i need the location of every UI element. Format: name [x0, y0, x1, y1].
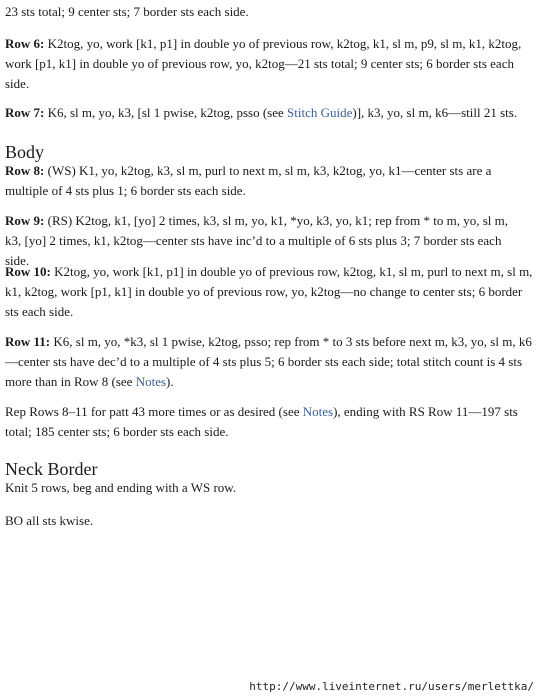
row-6-text: K2tog, yo, work [k1, p1] in double yo of previous row, k2tog, k1, sl m, p9, sl m, k1, k2tog, work [p1, k1] in double yo of previous row, yo, k2tog—21 sts total; 9 center sts; 6 border sts each side.: [5, 36, 522, 91]
neck-border-heading: Neck Border: [5, 459, 98, 479]
notes-link-repeat[interactable]: Notes: [302, 404, 334, 419]
bind-off-instruction: BO all sts kwise.: [5, 513, 94, 528]
row-11-paragraph: [5, 332, 535, 392]
row-9-label: Row 9:: [5, 213, 45, 228]
row-10-text: K2tog, yo, work [k1, p1] in double yo of previous row, k2tog, k1, sl m, purl to next m, sl m, k1, k2tog, work [p1, k1] in double yo of previous row, yo, k2tog—no change to center sts; 6 border sts each side.: [5, 264, 533, 319]
row-6-paragraph: [5, 34, 523, 94]
row-11-text-before: K6, sl m, yo, *k3, sl 1 pwise, k2tog, psso; rep from * to 3 sts before next m, k3, yo, sl m, k6—center sts have dec’d to a multiple of 4 sts plus 5; 6 border sts each side; total stitch count is 4 sts more than in Row 8 (see: [5, 334, 532, 389]
source-watermark: http://www.liveinternet.ru/users/merlettka/: [249, 680, 534, 693]
neck-border-instruction: Knit 5 rows, beg and ending with a WS row.: [5, 480, 237, 495]
row-10-label: Row 10:: [5, 264, 51, 279]
row-6-label: Row 6:: [5, 36, 45, 51]
row-11-text-after: ).: [166, 374, 174, 389]
body-heading: Body: [5, 142, 45, 162]
repeat-paragraph: [5, 402, 523, 442]
row-7-text-after: )], k3, yo, sl m, k6—still 21 sts.: [352, 105, 518, 120]
repeat-text-before: Rep Rows 8–11 for patt 43 more times or as desired (see: [5, 404, 303, 419]
stitch-guide-link[interactable]: Stitch Guide: [287, 105, 353, 120]
row-8-label: Row 8:: [5, 163, 45, 178]
row-11-label: Row 11:: [5, 334, 51, 349]
row-8-paragraph: [5, 161, 535, 201]
row-10-paragraph: [5, 262, 535, 322]
stitch-count-line: 23 sts total; 9 center sts; 7 border sts each side.: [5, 4, 249, 19]
row-7-label: Row 7:: [5, 105, 45, 120]
row-7-paragraph: [5, 103, 533, 123]
row-8-text: (WS) K1, yo, k2tog, k3, sl m, purl to next m, sl m, k3, k2tog, yo, k1—center sts are a multiple of 4 sts plus 1; 6 border sts each side.: [5, 163, 492, 198]
notes-link-row-11[interactable]: Notes: [135, 374, 167, 389]
row-9-text: (RS) K2tog, k1, [yo] 2 times, k3, sl m, yo, k1, *yo, k3, yo, k1; rep from * to m, yo, sl m, k3, [yo] 2 times, k1, k2tog—center sts have inc’d to a multiple of 6 sts plus 3; 7 border sts each side.: [5, 213, 509, 268]
row-7-text-before: K6, sl m, yo, k3, [sl 1 pwise, k2tog, psso (see: [44, 105, 288, 120]
repeat-text-after: ), ending with RS Row 11—197 sts total; 185 center sts; 6 border sts each side.: [5, 404, 518, 439]
